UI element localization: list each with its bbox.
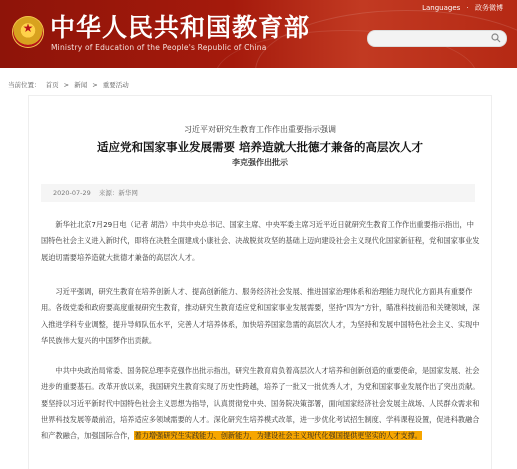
languages-link[interactable]: Languages	[422, 4, 461, 12]
site-header	[0, 0, 517, 68]
breadcrumb-news[interactable]: 新闻	[74, 81, 88, 89]
article-meta	[41, 184, 475, 202]
separator: ·	[466, 4, 469, 12]
breadcrumb-activities[interactable]: 重要活动	[102, 81, 129, 89]
article-paragraph-1: 新华社北京7月29日电（记者 胡浩）中共中央总书记、国家主席、中央军委主席习近平近日就研究生教育工作作出重要指示指出，中国特色社会主义进入新时代，即将在决胜全面建成小康社会、决战脱贫攻坚的基础上迈向建设社会主义现代化国家新征程，党和国家事业发展迫切需要培养造就大批德才兼备的高层次人才。	[41, 220, 480, 262]
article-source: 来源：新华网	[98, 189, 138, 197]
article-title: 适应党和国家事业发展需要 培养造就大批德才兼备的高层次人才	[96, 140, 423, 154]
article-subtitle: 李克强作出批示	[232, 158, 288, 167]
search-icon[interactable]	[491, 33, 501, 43]
article-paragraph-2: 习近平强调，研究生教育在培养创新人才、提高创新能力、服务经济社会发展、推进国家治理体系和治理能力现代化方面具有重要作用。各级党委和政府要高度重视研究生教育，推动研究生教育适应党和国家事业发展需要，坚持“四为”方针，瞄准科技前沿和关键领域，深入推进学科专业调整，提升导师队伍水平，完善人才培养体系，加快培养国家急需的高层次人才，为坚持和发展中国特色社会主义、实现中华民族伟大复兴的中国梦作出贡献。	[41, 287, 480, 345]
breadcrumb-separator: >	[92, 81, 98, 89]
site-subtitle: Ministry of Education of the People's Republic of China	[51, 43, 267, 52]
breadcrumb	[8, 80, 132, 89]
article-kicker: 习近平对研究生教育工作作出重要指示强调	[184, 125, 336, 134]
breadcrumb-prefix: 当前位置：	[8, 81, 41, 89]
article-paragraph-3	[41, 363, 481, 444]
article	[28, 95, 492, 469]
site-title[interactable]: 中华人民共和国教育部	[50, 13, 311, 42]
breadcrumb-home[interactable]: 首页	[45, 81, 59, 89]
paragraph-3-text: 中共中央政治局常委、国务院总理李克强作出批示指出，研究生教育肩负着高层次人才培养和创新创造的重要使命，是国家发展、社会进步的重要基石。改革开放以来，我国研究生教育实现了历史性跨越，培养了一批又一批优秀人才，为党和国家事业发展作出了突出贡献。要坚持以习近平新时代中国特色社会主义思想为指导，认真贯彻党中央、国务院决策部署，面向国家经济社会发展主战场、人民群众需求和世界科技发展等最前沿，培养适应多领域需要的人才。深化研究生培养模式改革，进一步优化考试招生制度、学科课程设置，促进科教融合和产教融合，加强国际合作，	[41, 366, 480, 441]
search-box	[367, 30, 507, 47]
national-emblem-icon[interactable]: ★	[12, 16, 44, 48]
article-date: 2020-07-29	[53, 189, 91, 197]
search-input[interactable]	[368, 36, 494, 51]
top-links	[418, 3, 503, 13]
breadcrumb-separator: >	[63, 81, 70, 89]
gov-weibo-link[interactable]: 政务微博	[475, 4, 503, 12]
highlighted-text: 着力增强研究生实践能力、创新能力，为建设社会主义现代化强国提供更坚实的人才支撑。	[134, 431, 422, 441]
